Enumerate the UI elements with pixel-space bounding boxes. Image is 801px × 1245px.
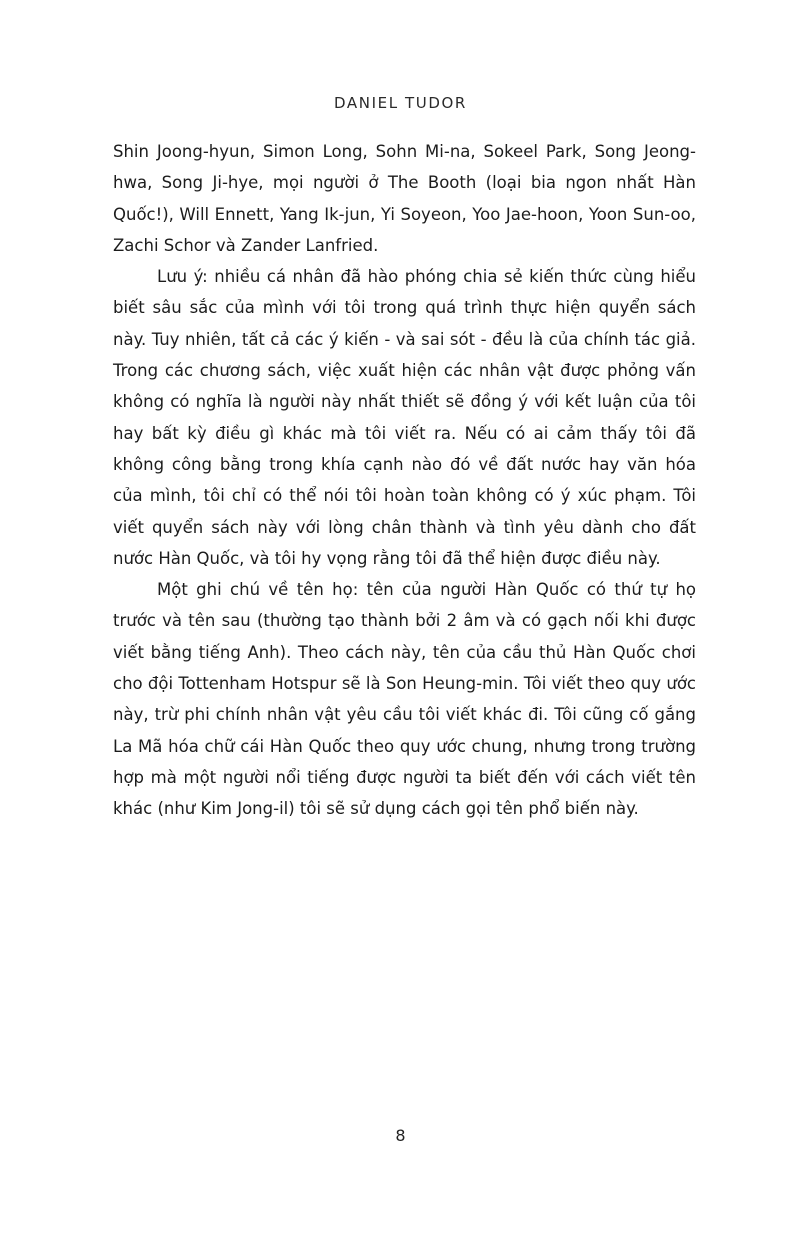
running-header: DANIEL TUDOR (334, 94, 467, 112)
paragraph-note-names: Một ghi chú về tên họ: tên của người Hàn Quốc có thứ tự họ trước và tên sau (thường tạo thành bởi 2 âm và có gạch nối khi được viết bằng tiếng Anh). Theo cách này, tên của cầu thủ Hàn Quốc chơi cho đội Tottenham Hotspur sẽ là Son Heung-min. Tôi viết theo quy ước này, trừ phi chính nhân vật yêu cầu tôi viết khác đi. Tôi cũng cố gắng La Mã hóa chữ cái Hàn Quốc theo quy ước chung, nhưng trong trường hợp mà một người nổi tiếng được người ta biết đến với cách viết tên khác (như Kim Jong-il) tôi sẽ sử dụng cách gọi tên phổ biến này. (113, 580, 696, 819)
paragraph-note-disclaimer: Lưu ý: nhiều cá nhân đã hào phóng chia sẻ kiến thức cùng hiểu biết sâu sắc của mình với tôi trong quá trình thực hiện quyển sách này. Tuy nhiên, tất cả các ý kiến - và sai sót - đều là của chính tác giả. Trong các chương sách, việc xuất hiện các nhân vật được phỏng vấn không có nghĩa là người này nhất thiết sẽ đồng ý với kết luận của tôi hay bất kỳ điều gì khác mà tôi viết ra. Nếu có ai cảm thấy tôi đã không công bằng trong khía cạnh nào đó về đất nước hay văn hóa của mình, tôi chỉ có thể nói tôi hoàn toàn không có ý xúc phạm. Tôi viết quyển sách này với lòng chân thành và tình yêu dành cho đất nước Hàn Quốc, và tôi hy vọng rằng tôi đã thể hiện được điều này. (113, 267, 696, 568)
paragraph-acknowledgements-continued: Shin Joong-hyun, Simon Long, Sohn Mi-na, Sokeel Park, Song Jeong-hwa, Song Ji-hye, mọi người ở The Booth (loại bia ngon nhất Hàn Quốc!), Will Ennett, Yang Ik-jun, Yi Soyeon, Yoo Jae-hoon, Yoon Sun-oo, Zachi Schor và Zander Lanfried. (113, 142, 696, 255)
body-text (113, 136, 696, 825)
page-number: 8 (395, 1126, 406, 1145)
